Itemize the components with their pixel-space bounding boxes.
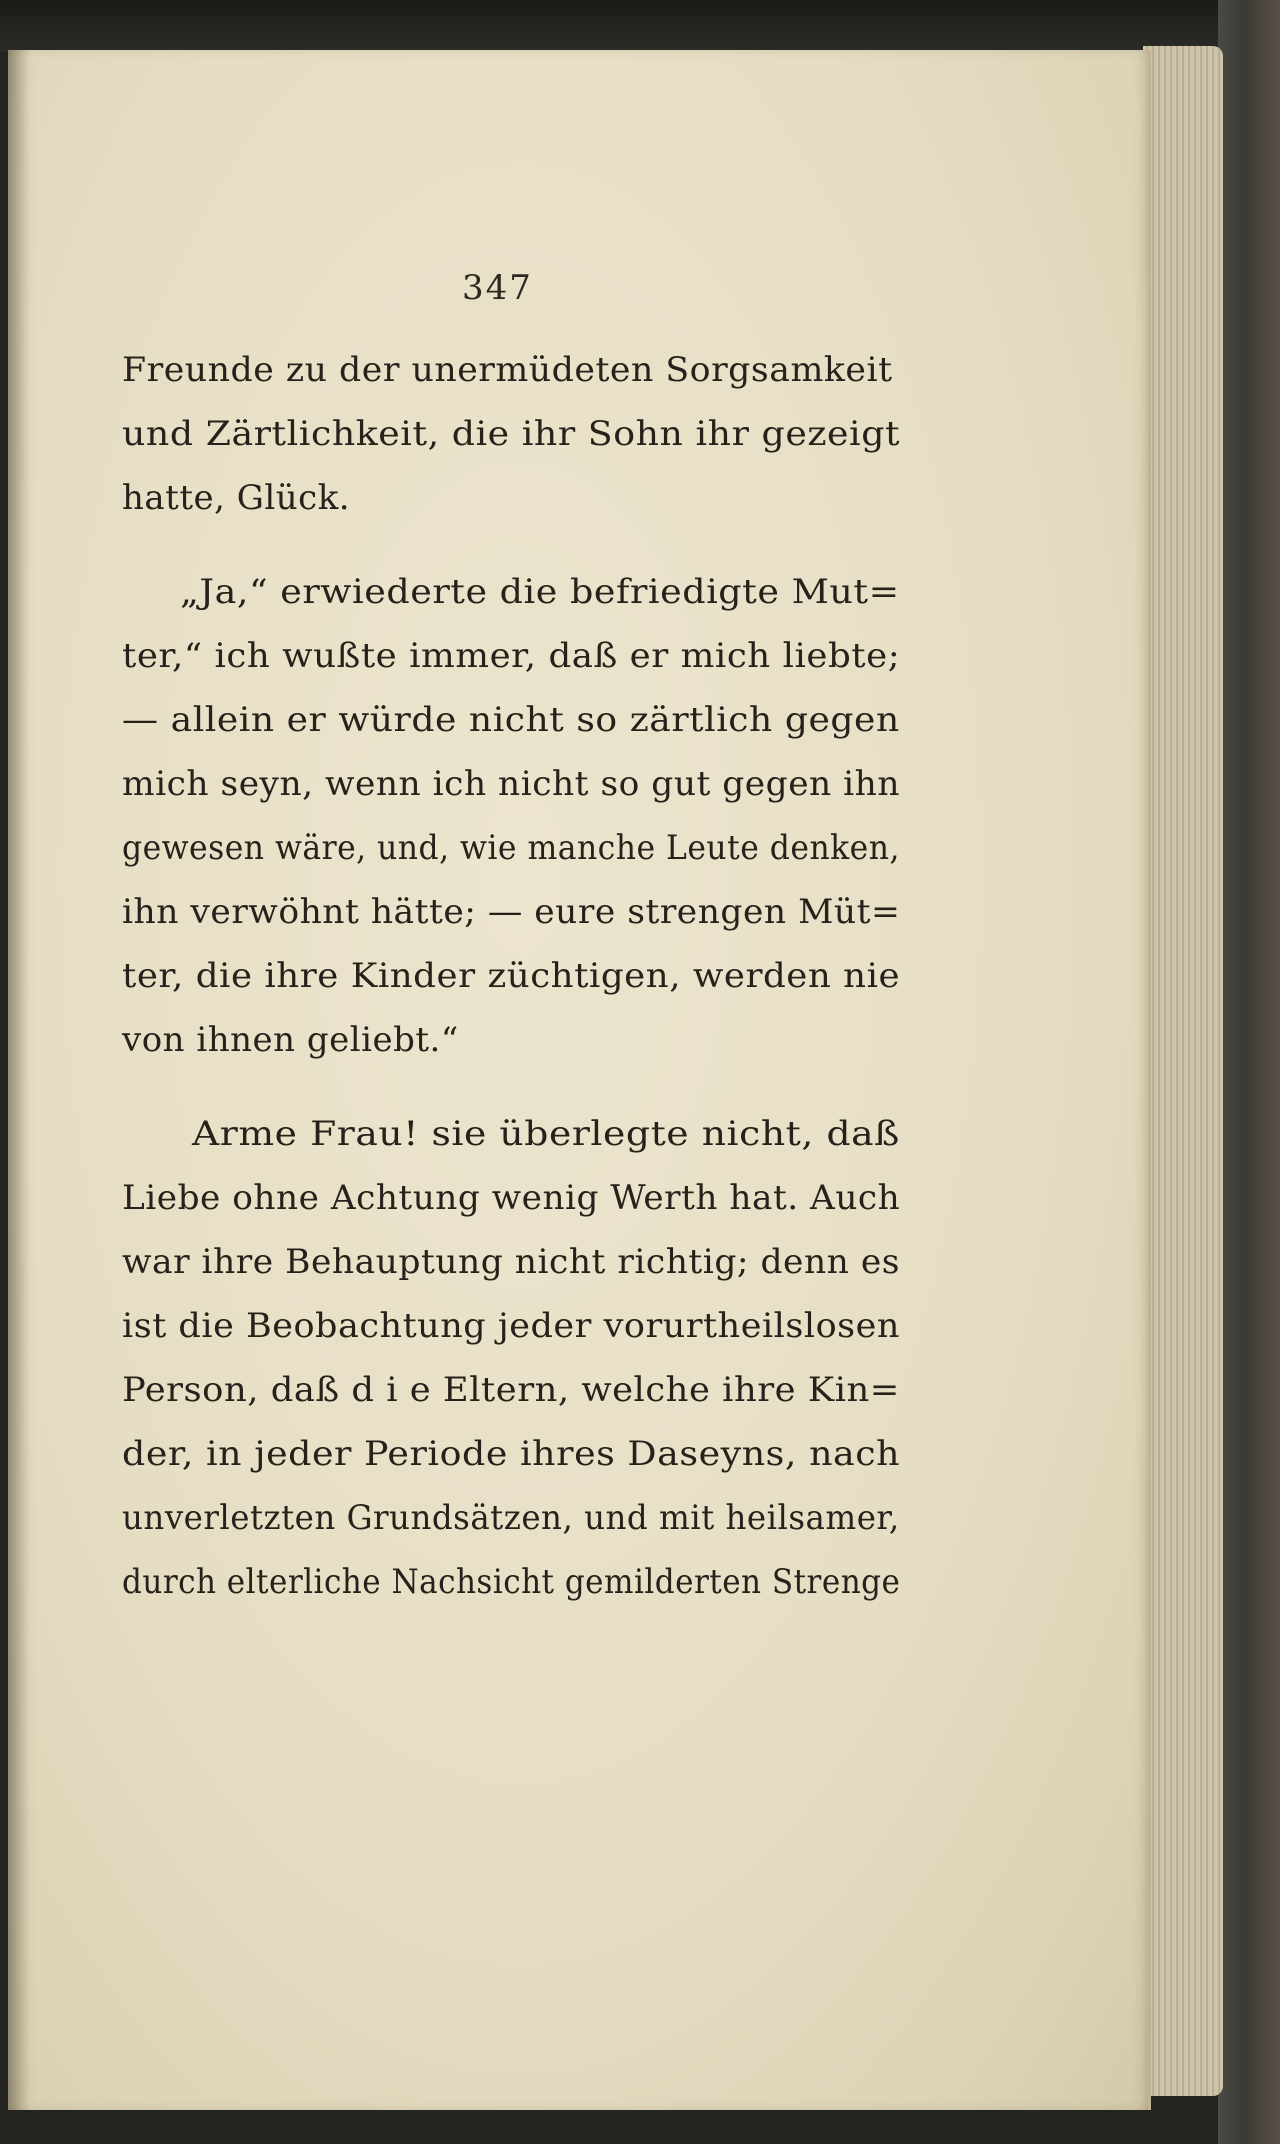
page-number: 347 <box>462 268 533 308</box>
scan-top-background <box>0 0 1280 52</box>
text-line: ter, die ihre Kinder züchtigen, werden nie <box>122 956 901 996</box>
gutter-shadow <box>8 50 30 2110</box>
page-edges <box>1143 46 1223 2096</box>
text-line: war ihre Behauptung nicht richtig; denn es <box>122 1242 900 1282</box>
text-line: und Zärtlichkeit, die ihr Sohn ihr gezeigt <box>122 414 901 454</box>
text-line: ihn verwöhnt hätte; — eure strengen Müt= <box>122 892 901 932</box>
text-line: — allein er würde nicht so zärtlich gegen <box>122 700 900 740</box>
book-cover-board <box>1218 0 1280 2144</box>
text-line: unverletzten Grundsätzen, und mit heilsamer, <box>122 1498 900 1538</box>
text-line: Person, daß d i e Eltern, welche ihre Kin= <box>122 1370 900 1410</box>
text-line: hatte, Glück. <box>122 478 351 518</box>
text-line: ist die Beobachtung jeder vorurtheilslosen <box>122 1306 900 1346</box>
text-line: Liebe ohne Achtung wenig Werth hat. Auch <box>122 1178 901 1218</box>
text-line: mich seyn, wenn ich nicht so gut gegen ihn <box>122 764 901 804</box>
text-line: der, in jeder Periode ihres Daseyns, nach <box>122 1434 901 1474</box>
text-line: von ihnen geliebt.“ <box>122 1020 459 1060</box>
text-line: durch elterliche Nachsicht gemilderten Strenge <box>122 1562 901 1602</box>
text-line: „Ja,“ erwiederte die befriedigte Mut= <box>180 572 900 612</box>
text-line: gewesen wäre, und, wie manche Leute denken, <box>122 828 900 868</box>
text-line: ter,“ ich wußte immer, daß er mich liebte; <box>122 636 901 676</box>
text-line: Freunde zu der unermüdeten Sorgsamkeit <box>122 350 893 390</box>
text-line: Arme Frau! sie überlegte nicht, daß <box>192 1114 900 1154</box>
